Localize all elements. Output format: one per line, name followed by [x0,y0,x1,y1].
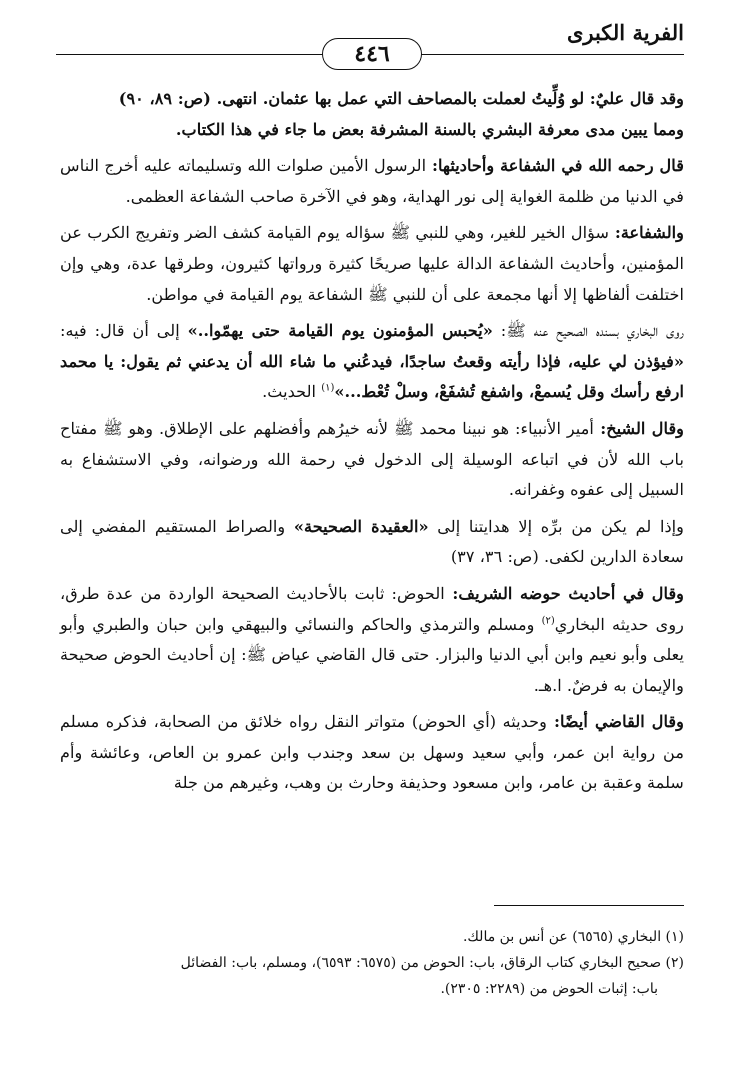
bold-text-run: قال رحمه الله في الشفاعة وأحاديثها: [426,156,684,176]
footnote-ref: (٢) [541,615,555,627]
paragraph [60,707,684,799]
paragraph [60,512,684,573]
running-title: الفرية الكبرى [566,20,684,45]
bold-text-run: «يُحبس المؤمنون يوم القيامة حتى يهمّوا..» [187,321,493,341]
paragraph [60,151,684,212]
text-run: الحوض: ثابت بالأحاديث الصحيحة الواردة من عدة طرق، روى حديثه البخاري [60,583,684,634]
bold-text-run: وقد قال عليٌ: لو وُلِّيتُ لعملت بالمصاحف التي عمل بها عثمان. انتهى. (ص: ٨٩، ٩٠) [118,89,684,108]
bold-text-run: وقال الشيخ: [593,418,684,438]
text-run: وحديثه (أي الحوض) متواتر النقل رواه خلائق من الصحابة، فذكره مسلم من رواية ابن عمر، وأبي سعيد وسهل بن سعد وجندب وابن عمرو بن العاص، وعائشة وأم سلمة وعقبة بن عامر، وابن مسعود وحذيفة وحارث بن وهب، وغيرهم من جلة [60,712,684,793]
text-run: والصراط المستقيم المفضي إلى سعادة الدارين لكفى. (ص: ٣٦، ٣٧) [60,516,684,567]
bold-text-run: ومما يبين مدى معرفة البشري بالسنة المشرفة بعض ما جاء في هذا الكتاب. [175,119,684,139]
bold-text-run: «العقيدة الصحيحة» [293,516,429,536]
paragraph [60,218,684,310]
text-run: ومسلم والترمذي والحاكم والنسائي والبيهقي وابن حبان والطبري وأبو يعلى وأبو نعيم وابن أبي الدنيا والبزار. حتى قال القاضي عياض ﷺ: إن أحاديث الحوض صحيحة والإيمان به فرضٌ. ا.هـ. [60,614,684,695]
page-number: ٤٤٦ [322,38,422,70]
paragraph [60,414,684,506]
footnote: (١) البخاري (٦٥٦٥) عن أنس بن مالك. [462,929,684,945]
body-text [60,84,684,805]
footnote: باب: إثبات الحوض من (٢٢٨٩: ٢٣٠٥). [440,981,658,997]
text-run: إلى أن قال: فيه: [60,321,188,341]
text-run: الحديث. [262,382,322,402]
bold-text-run: وقال القاضي أيضًا: [546,712,684,732]
paragraph [60,115,684,146]
paragraph [60,316,684,408]
paragraph [60,84,684,115]
text-run: الرسول الأمين صلوات الله وتسليماته عليه أخرج الناس في الدنيا من ظلمة الغواية إلى نور الهداية، وهو في الآخرة صاحب الشفاعة العظمى. [60,156,684,206]
footnotes [60,924,684,1002]
footnote-rule [494,905,684,906]
footnote: (٢) صحيح البخاري كتاب الرقاق، باب: الحوض من (٦٥٧٥: ٦٥٩٣)، ومسلم، باب: الفضائل [180,955,684,971]
bold-text-run: «فيؤذن لي عليه، فإذا رأيته وقعتُ ساجدًا، فيدعُني ما شاء الله أن يدعني ثم يقول: يا محمد ارفع رأسك وقل يُسمعْ، واشفع تُشفَعْ، وسلْ تُعْط...» [60,351,684,402]
bold-text-run: والشفاعة: [609,223,684,243]
text-run: روى البخاري بسنده الصحيح عنه ﷺ: [492,321,685,341]
paragraph [60,579,684,701]
footnote-ref: (١) [321,382,335,394]
text-run: سؤال الخير للغير، وهي للنبي ﷺ سؤاله يوم القيامة كشف الضر وتفريج الكرب عن المؤمنين، وأحاديث الشفاعة الدالة عليها صريحًا كثيرة ورواتها كثيرون، وطرقها عدة، وهي وإن اختلفت ألفاظها إلا أنها مجمعة على أن للنبي ﷺ الشفاعة يوم القيامة في مواطن. [60,223,684,304]
bold-text-run: وقال في أحاديث حوضه الشريف: [444,583,684,603]
text-run: وإذا لم يكن من برِّه إلا هدايتنا إلى [428,516,685,536]
text-run: أمير الأنبياء: هو نبينا محمد ﷺ لأنه خيرُهم وأفضلهم على الإطلاق. وهو ﷺ مفتاح باب الله لأن في اتباعه الوسيلة إلى الدخول في رحمة الله ورضوانه، وفي الاستشفاع به السبيل إلى عفوه وغفرانه. [60,418,684,500]
